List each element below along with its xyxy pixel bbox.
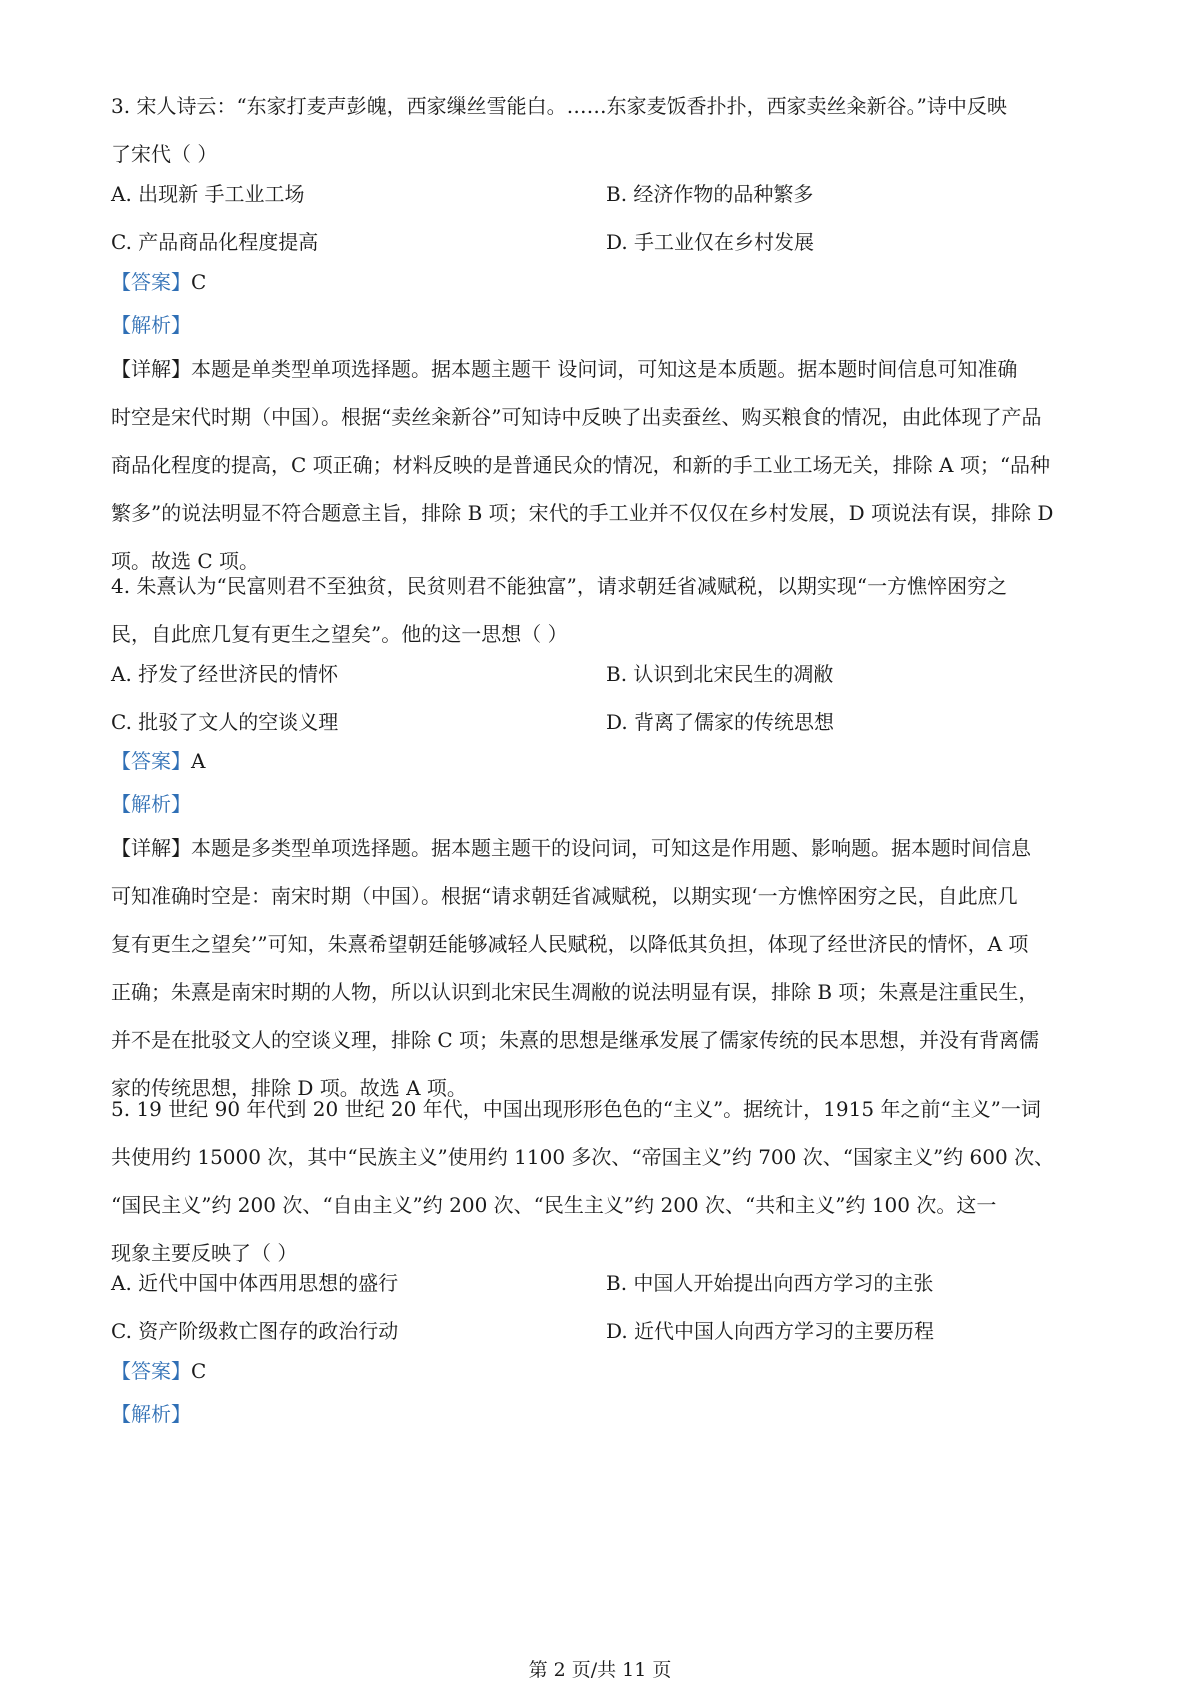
q5-stem-line: 共使用约 15000 次，其中“民族主义”使用约 1100 多次、“帝国主义”约 700 次、“国家主义”约 600 次、	[111, 1145, 1055, 1169]
q3-detail-line: 商品化程度的提高，C 项正确；材料反映的是普通民众的情况，和新的手工业工场无关，排除 A 项；“品种	[111, 453, 1051, 477]
q5-stem	[111, 1085, 1101, 1277]
answer-tag: 【答案】	[111, 270, 191, 294]
q3-detail-line: 项。故选 C 项。	[111, 549, 260, 573]
detail-tag: 【详解】	[111, 836, 191, 860]
q4-detail-line: 复有更生之望矣’”可知，朱熹希望朝廷能够减轻人民赋税，以降低其负担，体现了经世济民的情怀，A 项	[111, 932, 1029, 956]
q3-stem	[111, 82, 1101, 178]
q4-detail-line: 并不是在批驳文人的空谈义理，排除 C 项；朱熹的思想是继承发展了儒家传统的民本思想，并没有背离儒	[111, 1028, 1040, 1052]
q4-answer	[111, 737, 205, 785]
q5-answer	[111, 1347, 206, 1395]
analysis-tag: 【解析】	[111, 792, 191, 816]
answer-tag: 【答案】	[111, 749, 191, 773]
q3-option-c: C. 产品商品化程度提高	[111, 230, 319, 254]
q5-analysis	[111, 1390, 191, 1438]
q5-option-b: B. 中国人开始提出向西方学习的主张	[606, 1271, 934, 1295]
q4-analysis	[111, 780, 191, 828]
detail-tag: 【详解】	[111, 357, 191, 381]
q3-detail-line: 繁多”的说法明显不符合题意主旨，排除 B 项；宋代的手工业并不仅仅在乡村发展，D 项说法有误，排除 D	[111, 501, 1054, 525]
q5-stem-line: “国民主义”约 200 次、“自由主义”约 200 次、“民生主义”约 200 次、“共和主义”约 100 次。这一	[111, 1193, 997, 1217]
q4-detail-line: 正确；朱熹是南宋时期的人物，所以认识到北宋民生凋敝的说法明显有误，排除 B 项；朱熹是注重民生，	[111, 980, 1039, 1004]
q3-stem-line: 3. 宋人诗云：“东家打麦声彭魄，西家缫丝雪能白。……东家麦饭香扑扑，西家卖丝籴新谷。”诗中反映	[111, 94, 1007, 118]
q4-option-c: C. 批驳了文人的空谈义理	[111, 710, 339, 734]
answer-tag: 【答案】	[111, 1359, 191, 1383]
q5-option-d: D. 近代中国人向西方学习的主要历程	[606, 1319, 935, 1343]
q3-detail-line: 时空是宋代时期（中国）。根据“卖丝籴新谷”可知诗中反映了出卖蚕丝、购买粮食的情况，由此体现了产品	[111, 405, 1042, 429]
q5-option-c: C. 资产阶级救亡图存的政治行动	[111, 1319, 399, 1343]
q4-options	[111, 650, 1101, 746]
q5-option-a: A. 近代中国中体西用思想的盛行	[111, 1271, 399, 1295]
q4-option-b: B. 认识到北宋民生的凋敝	[606, 662, 834, 686]
q5-stem-line: 现象主要反映了（ ）	[111, 1241, 298, 1265]
q4-stem-line: 4. 朱熹认为“民富则君不至独贫，民贫则君不能独富”，请求朝廷省减赋税，以期实现“一方憔悴困穷之	[111, 574, 1008, 598]
analysis-tag: 【解析】	[111, 313, 191, 337]
q4-detail-line: 可知准确时空是：南宋时期（中国）。根据“请求朝廷省减赋税，以期实现‘一方憔悴困穷之民，自此庶几	[111, 884, 1018, 908]
q4-option-d: D. 背离了儒家的传统思想	[606, 710, 835, 734]
q4-stem-line: 民，自此庶几复有更生之望矣”。他的这一思想（ ）	[111, 622, 568, 646]
page-number: 第 2 页/共 11 页	[528, 1659, 672, 1681]
q3-option-a: A. 出现新 手工业工场	[111, 182, 305, 206]
q3-analysis	[111, 301, 191, 349]
q4-option-a: A. 抒发了经世济民的情怀	[111, 662, 339, 686]
q3-answer	[111, 258, 206, 306]
analysis-tag: 【解析】	[111, 1402, 191, 1426]
q3-detail-line: 本题是单类型单项选择题。据本题主题干 设问词，可知这是本质题。据本题时间信息可知准确	[191, 357, 1018, 381]
q4-detail-line: 本题是多类型单项选择题。据本题主题干的设问词，可知这是作用题、影响题。据本题时间信息	[191, 836, 1031, 860]
q4-detail	[111, 824, 1101, 1112]
q5-options	[111, 1259, 1101, 1355]
answer-value: A	[191, 749, 206, 773]
q4-stem	[111, 562, 1101, 658]
q3-detail	[111, 345, 1101, 585]
q3-options	[111, 170, 1101, 266]
answer-value: C	[191, 270, 207, 294]
answer-value: C	[191, 1359, 207, 1383]
q3-stem-line: 了宋代（ ）	[111, 142, 218, 166]
q3-option-d: D. 手工业仅在乡村发展	[606, 230, 815, 254]
q3-option-b: B. 经济作物的品种繁多	[606, 182, 814, 206]
q4-detail-line: 家的传统思想，排除 D 项。故选 A 项。	[111, 1076, 467, 1100]
q5-stem-line: 5. 19 世纪 90 年代到 20 世纪 20 年代，中国出现形形色色的“主义”。据统计，1915 年之前“主义”一词	[111, 1097, 1041, 1121]
